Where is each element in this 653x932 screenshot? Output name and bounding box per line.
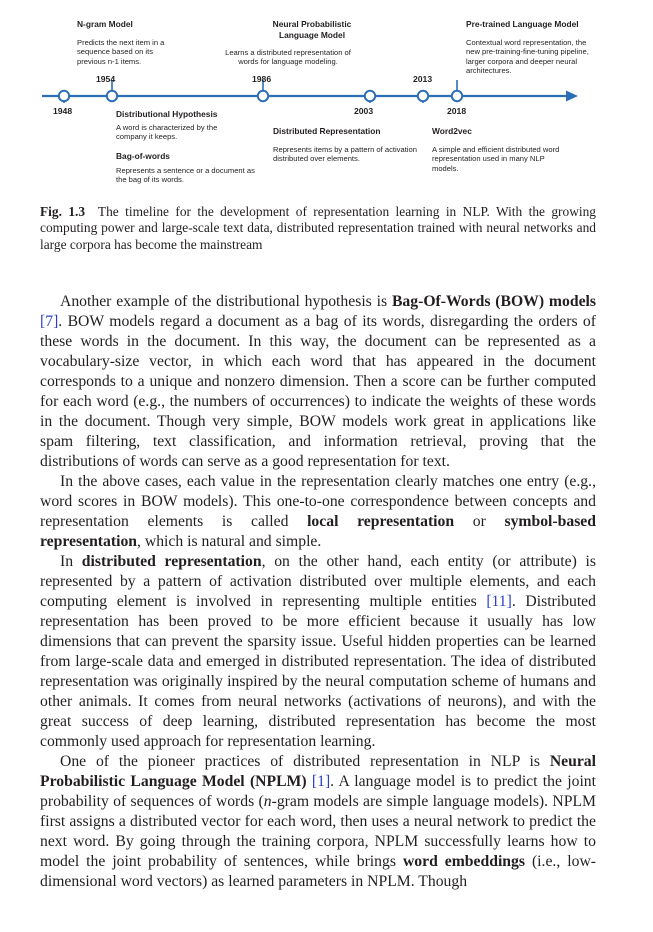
term-symbol-based-representation: symbol-based representation [40,513,596,550]
term-local-representation: local representation [307,513,455,530]
pretrained-desc: Contextual word representation, the new pre-training-fine-tuning pipeline, larger corpora and deeper neural architectures. [466,38,589,75]
dist-hyp-desc: A word is characterized by the company it keeps. [116,123,218,142]
math-n: n [263,793,272,810]
term-nplm: Neural Probabilistic Language Model (NPLM) [40,753,596,790]
year-1986: 1986 [252,74,272,84]
text-run: . A language model is to predict the joint probability of sequences of words ( [40,773,597,810]
term-bow: Bag-Of-Words (BOW) models [391,293,596,310]
text-run: In [60,553,82,570]
year-1954: 1954 [96,74,116,84]
caption-label: Fig. 1.3 [40,204,86,219]
nplm-title: Neural Probabilistic Language Model [272,19,352,40]
text-run: (i.e., low-dimensional word vectors) as learned parameters in NPLM. Though [40,853,596,890]
text-run: , on the other hand, each entity (or attribute) is represented by a pattern of activation distributed over multiple elements, and each computing element is involved in representing multiple entities [40,553,596,610]
nplm-desc: Learns a distributed representation of words for language modeling. [225,48,351,67]
caption-text: The timeline for the development of representation learning in NLP. With the growing computing power and large-scale text data, distributed representation trained with neural networks and large corpora has become the mainstream [40,204,596,252]
year-1948: 1948 [53,106,73,116]
text-run: , which is natural and simple. [137,533,322,550]
text-run: Another example of the distributional hypothesis is [60,293,392,310]
node-1948 [59,91,69,101]
node-2003 [365,91,375,101]
bow-title: Bag-of-words [116,151,170,161]
paragraph-3 [40,552,596,752]
distrep-desc: Represents items by a pattern of activation distributed over elements. [273,145,417,164]
text-run: In the above cases, each value in the representation clearly matches one entry (e.g., word scores in BOW models). This one-to-one correspondence between concepts and representation elements is called [40,473,596,530]
w2v-desc: A simple and efficient distributed word representation used in many NLP models. [432,145,560,173]
year-2013: 2013 [413,74,433,84]
axis-arrowhead [566,91,578,102]
distrep-title: Distributed Representation [273,126,381,136]
ngram-title: N-gram Model [77,19,133,29]
paragraph-1 [40,292,596,472]
text-run: . Distributed representation has been proved to be more efficient because it usually has low dimensions that can prevent the sparsity issue. Useful hidden properties can be learned from large-scale data and emerged in distributed representation. The idea of distributed representation was originally inspired by the neural computation scheme of humans and other animals. It comes from neural networks (activations of neurons), and with the great success of deep learning, distributed representation has become the most commonly used approach for representation learning. [40,593,596,750]
text-run: . BOW models regard a document as a bag of its words, disregarding the orders of these words in the document. In this way, the document can be represented as a vocabulary-size vector, in which each word that has appeared in the document corresponds to a unique and nonzero dimension. Then a score can be further computed for each word (e.g., the numbers of occurrences) to indicate the weights of these words in the document. Though very simple, BOW models work great in applications like spam filtering, text classification, and information retrieval, proving that the distributions of words can serve as a good representation for text. [40,313,596,470]
node-2018 [452,91,462,101]
w2v-title: Word2vec [432,126,472,136]
figure-caption [40,204,596,253]
pretrained-title: Pre-trained Language Model [466,19,579,29]
node-1986 [258,91,268,101]
body-text [40,292,596,892]
citation-link[interactable]: [11] [486,593,512,610]
citation-link[interactable]: [1] [311,773,331,790]
node-1954 [107,91,117,101]
term-word-embeddings: word embeddings [402,853,525,870]
dist-hyp-title: Distributional Hypothesis [116,109,218,119]
citation-link[interactable]: [7] [40,313,59,330]
paragraph-4 [40,752,596,892]
ngram-desc: Predicts the next item in a sequence based on its previous n-1 items. [77,38,165,66]
text-run: or [454,513,505,530]
text-run: One of the pioneer practices of distributed representation in NLP is [60,753,550,770]
paragraph-2 [40,472,596,552]
year-2018: 2018 [447,106,467,116]
node-2013 [418,91,428,101]
term-distributed-representation: distributed representation [81,553,262,570]
year-2003: 2003 [354,106,374,116]
bow-desc: Represents a sentence or a document as the bag of its words. [116,166,255,185]
text-run: -gram models are simple language models). NPLM first assigns a distributed vector for each word, then uses a neural network to predict the next word. By going through the training corpora, NPLM successfully learns how to model the joint probability of sentences, while brings [40,793,596,870]
